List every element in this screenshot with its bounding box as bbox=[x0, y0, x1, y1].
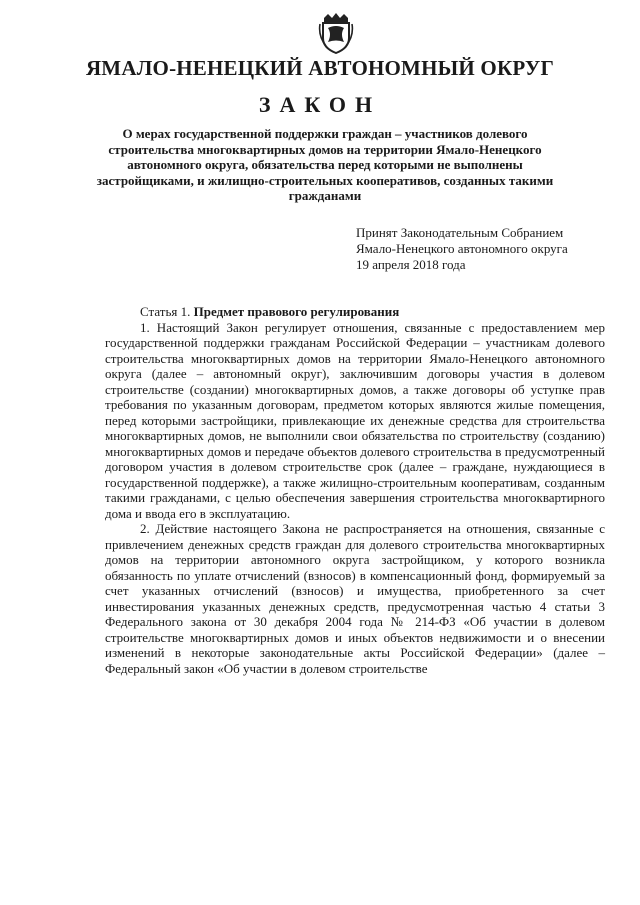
adoption-block bbox=[356, 225, 568, 273]
law-title: О мерах государственной поддержки граждан – участников долевого строительства многоквартирных домов на территории Ямало-Ненецкого автономного округа, обязательства перед которыми не выполнены застройщиками, и жилищно-строительных кооперативов, созданных такими гражданами bbox=[96, 126, 554, 203]
article-1 bbox=[105, 304, 605, 676]
paragraph: 2. Действие настоящего Закона не распространяется на отношения, связанные с привлечением денежных средств граждан для долевого строительства многоквартирных домов на территории автономного округа застройщиком, у которого возникла обязанность по уплате отчислений (взносов) в компенсационный фонд, формируемый за счет указанных отчислений (взносов) и имущества, приобретенного за счет инвестирования указанных денежных средств, предусмотренная частью 4 статьи 3 Федерального закона от 30 декабря 2004 года № 214-ФЗ «Об участии в долевом строительстве многоквартирных домов и иных объектов недвижимости и о внесении изменений в некоторые законодательные акты Российской Федерации» (далее – Федеральный закон «Об участии в долевом строительстве bbox=[105, 521, 605, 676]
adoption-line: Принят Законодательным Собранием bbox=[356, 225, 564, 240]
adoption-date: 19 апреля 2018 года bbox=[356, 257, 466, 272]
article-heading bbox=[105, 304, 605, 320]
region-name: ЯМАЛО-НЕНЕЦКИЙ АВТОНОМНЫЙ ОКРУГ bbox=[85, 56, 555, 80]
coat-of-arms-emblem bbox=[318, 12, 354, 54]
article-title: Предмет правового регулирования bbox=[193, 304, 400, 319]
paragraph: 1. Настоящий Закон регулирует отношения, связанные с предоставлением мер государственной поддержки гражданам Российской Федерации – участникам долевого строительства многоквартирных домов на территории Ямало-Ненецкого автономного округа (далее – автономный округ), заключившим договоры участия в долевом строительстве (создании) многоквартирных домов, а также договоры об уступке прав требования по указанным договорам, предметом которых являются жилые помещения, перед которыми застройщики, привлекающие их денежные средства для строительства многоквартирных домов, не выполнили свои обязательства по строительству (созданию) многоквартирных домов и передаче объектов долевого строительства в предусмотренный договором участия в долевом строительстве срок (далее – граждане, нуждающиеся в государственной поддержке), а также жилищно-строительным кооперативам, созданным такими гражданами, с целью обеспечения завершения строительства многоквартирного дома и ввода его в эксплуатацию. bbox=[105, 319, 605, 521]
adoption-line: Ямало-Ненецкого автономного округа bbox=[356, 241, 568, 256]
document-type: ЗАКОН bbox=[258, 92, 382, 117]
article-number: Статья 1. bbox=[140, 304, 191, 319]
